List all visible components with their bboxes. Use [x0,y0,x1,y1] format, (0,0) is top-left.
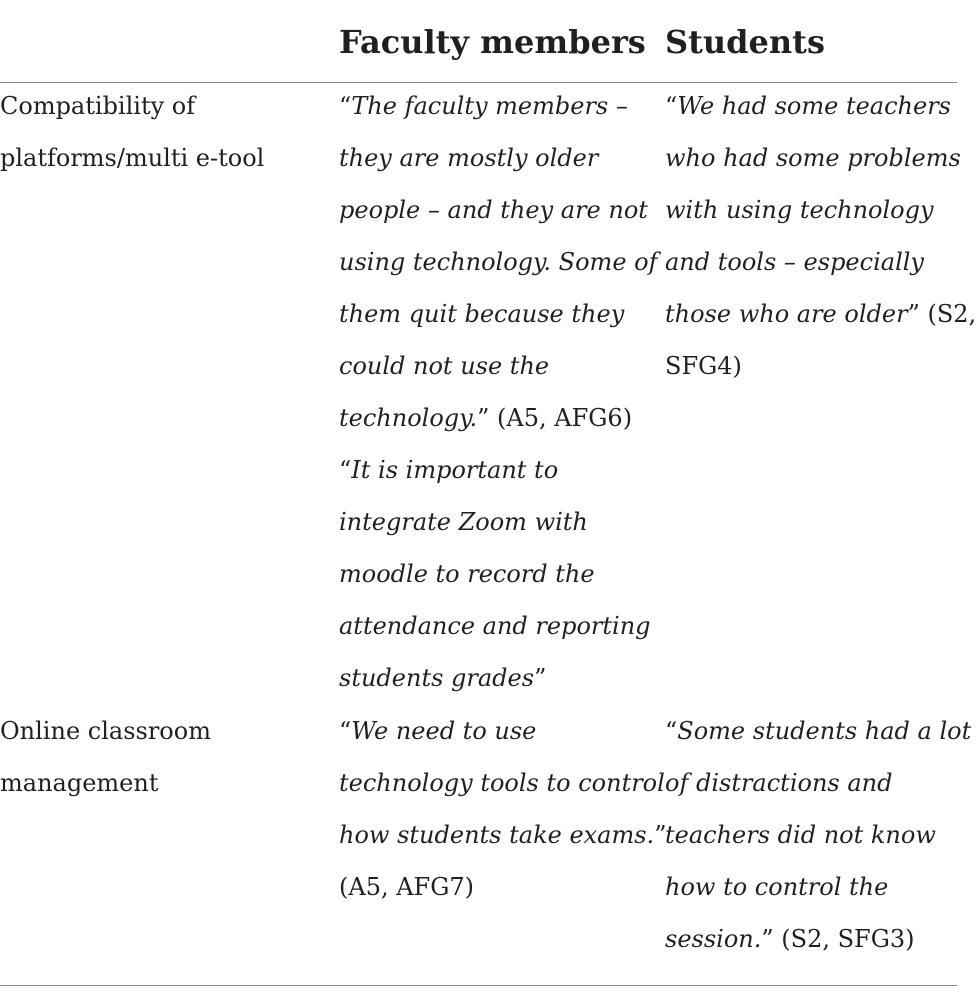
quote-text: how students take exams. [339,821,655,849]
quote-line [339,236,657,288]
quote-line [339,809,666,861]
citation-text: “ [665,717,678,745]
quote-text: attendance and reporting [339,612,651,640]
quote-line [339,392,657,444]
quote-text: integrate Zoom with [339,508,588,536]
student-quote-cell [665,80,976,392]
quote-line [665,184,976,236]
quote-text: students grades [339,664,535,692]
quote-text: Some students had a lot [677,717,972,745]
theme-cell [0,80,264,184]
faculty-quote-cell [339,705,666,913]
theme-line: management [0,769,159,797]
quote-line [665,705,971,757]
quote-text: and tools – especially [665,248,924,276]
citation-text: “ [339,456,352,484]
theme-line: platforms/multi e-tool [0,144,265,172]
quote-line [665,861,971,913]
faculty-quote-cell [339,80,657,704]
quote-line [339,705,666,757]
quote-line [665,132,976,184]
student-quote-cell [665,705,971,965]
quote-line [665,236,976,288]
quote-line [339,444,657,496]
quote-line [665,80,976,132]
quote-text: them quit because they [339,300,625,328]
quote-text: technology tools to control [339,769,665,797]
citation-text: (A5, AFG7) [339,873,475,901]
quote-text: using technology. Some of [339,248,658,276]
quote-line [339,600,657,652]
citation-text: ” [654,821,667,849]
quote-line [339,861,666,913]
quote-line [339,496,657,548]
citation-text: “ [339,717,352,745]
quote-line [339,80,657,132]
bottom-rule [0,985,957,986]
quote-line [339,288,657,340]
quote-text: The faculty members – [351,92,628,120]
quote-text: moodle to record the [339,560,595,588]
citation-text: ” (A5, AFG6) [477,404,633,432]
quote-text: with using technology [665,196,934,224]
quote-text: It is important to [351,456,559,484]
theme-cell [0,705,211,809]
citation-text: “ [665,92,678,120]
citation-text: ” [534,664,547,692]
theme-line: Compatibility of [0,92,196,120]
quote-line [339,548,657,600]
quote-text: those who are older [665,300,908,328]
citation-text: SFG4) [665,352,742,380]
citation-text: ” (S2, SFG3) [761,925,915,953]
column-header-students: Students [665,23,825,61]
quote-text: teachers did not know [665,821,936,849]
quote-text: who had some problems [665,144,961,172]
quote-text: people – and they are not [339,196,648,224]
quote-line [339,340,657,392]
quote-text: they are mostly older [339,144,599,172]
theme-line: Online classroom [0,717,211,745]
quote-text: of distractions and [665,769,893,797]
quote-text: could not use the [339,352,550,380]
quote-line [665,913,971,965]
quote-text: We had some teachers [677,92,951,120]
quote-line [339,132,657,184]
column-header-faculty: Faculty members [339,23,646,61]
quote-text: We need to use [351,717,537,745]
quote-text: how to control the [665,873,889,901]
quote-line [339,184,657,236]
quote-text: technology. [339,404,478,432]
quote-line [339,757,666,809]
quote-line [665,288,976,340]
quote-line [665,340,976,392]
quote-text: session. [665,925,762,953]
quote-line [665,757,971,809]
citation-text: ” (S2, [907,300,976,328]
quote-line [339,652,657,704]
quote-line [665,809,971,861]
citation-text: “ [339,92,352,120]
